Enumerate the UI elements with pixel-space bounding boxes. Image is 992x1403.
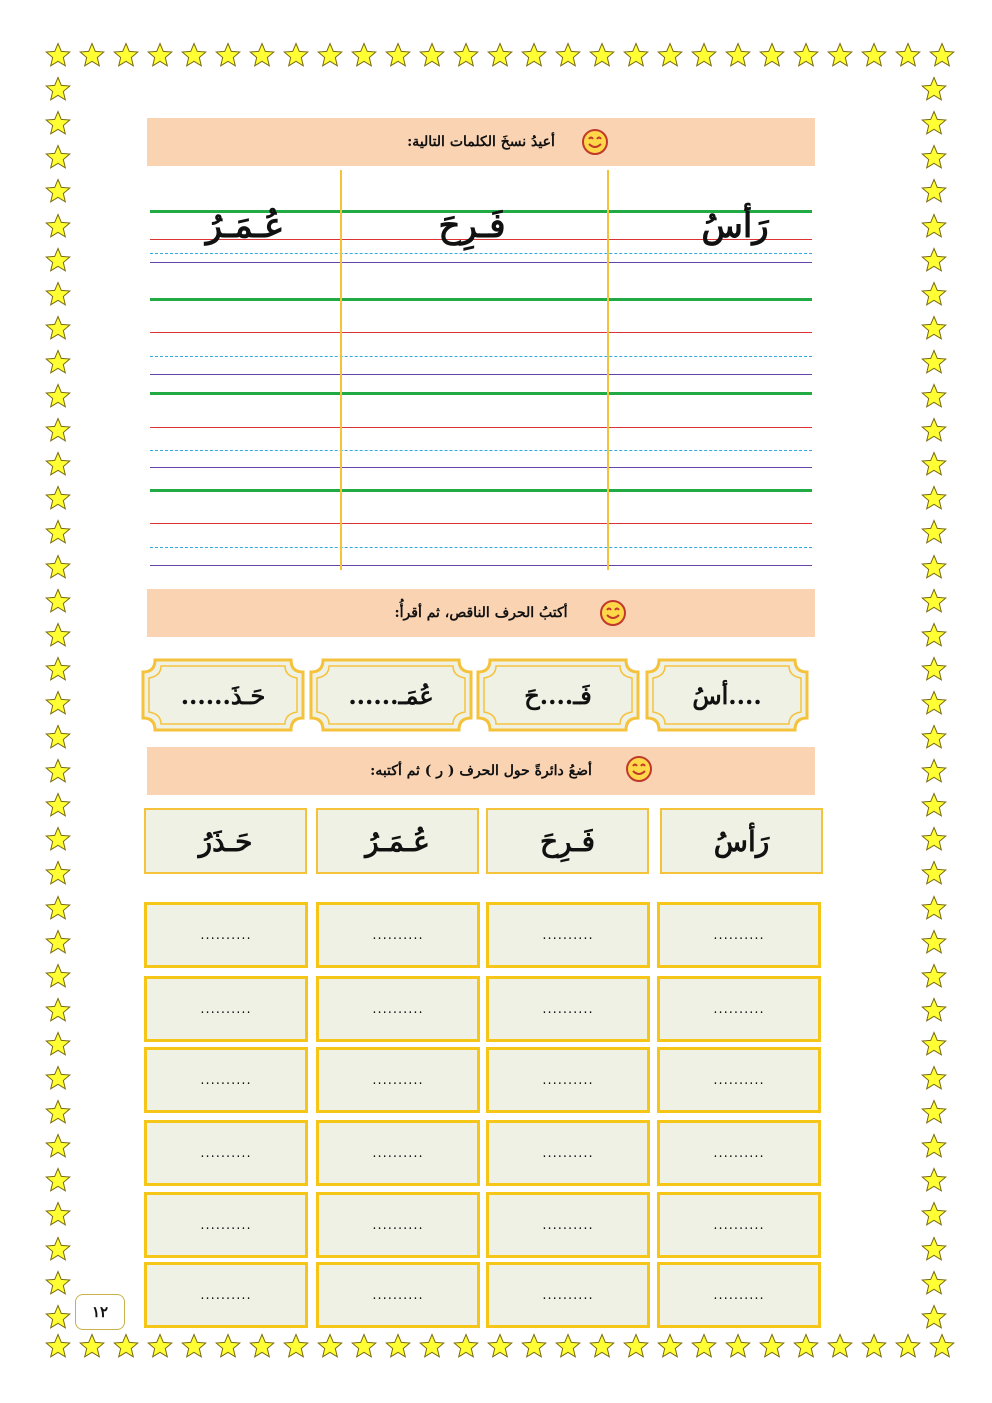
star-icon [793, 42, 819, 68]
star-icon [45, 417, 71, 443]
star-icon [921, 1065, 947, 1091]
star-icon [147, 42, 173, 68]
star-icon [921, 895, 947, 921]
guide-line [150, 565, 812, 566]
copy-word: فَـرِحَ [438, 206, 506, 246]
instruction-text: أعيدُ نسخَ الكلمات التالية: [407, 134, 555, 150]
star-icon [45, 110, 71, 136]
guide-line [150, 374, 812, 375]
star-icon [45, 451, 71, 477]
star-icon [921, 281, 947, 307]
missing-letter-card[interactable] [309, 658, 473, 732]
answer-cell[interactable]: .......... [144, 1262, 308, 1328]
answer-cell[interactable]: .......... [316, 1120, 480, 1186]
guide-line [150, 450, 812, 451]
star-icon [691, 1333, 717, 1359]
star-icon [45, 1304, 71, 1330]
star-icon [895, 42, 921, 68]
smiling-face-icon [599, 599, 627, 627]
star-icon [861, 42, 887, 68]
star-icon [921, 1031, 947, 1057]
star-icon [725, 1333, 751, 1359]
circle-word-box[interactable]: حَـذَرُ [144, 808, 307, 874]
missing-letter-card[interactable] [141, 658, 305, 732]
star-icon [589, 42, 615, 68]
star-icon [45, 826, 71, 852]
star-icon [45, 758, 71, 784]
star-icon [45, 144, 71, 170]
missing-letter-word: عُمَـ...... [348, 680, 434, 710]
star-icon [45, 963, 71, 989]
star-icon [921, 860, 947, 886]
guide-line [150, 392, 812, 395]
star-icon [921, 247, 947, 273]
guide-line [150, 356, 812, 357]
star-icon [921, 315, 947, 341]
star-icon [113, 1333, 139, 1359]
star-icon [487, 42, 513, 68]
star-icon [45, 1167, 71, 1193]
circle-word-box[interactable]: عُـمَـرُ [316, 808, 479, 874]
circle-word-box[interactable]: رَأسُ [660, 808, 823, 874]
star-icon [521, 1333, 547, 1359]
missing-letter-card[interactable] [645, 658, 809, 732]
answer-cell[interactable]: .......... [657, 976, 821, 1042]
guide-line [150, 253, 812, 254]
star-icon [45, 1133, 71, 1159]
star-icon [921, 178, 947, 204]
instruction-text: أضعُ دائرةً حول الحرف ( ر ) ثم أكتبه: [370, 763, 592, 779]
answer-cell[interactable]: .......... [144, 902, 308, 968]
star-icon [657, 42, 683, 68]
star-icon [283, 42, 309, 68]
star-icon [45, 349, 71, 375]
star-icon [921, 758, 947, 784]
star-icon [45, 929, 71, 955]
star-icon [181, 42, 207, 68]
star-icon [921, 1133, 947, 1159]
star-icon [555, 42, 581, 68]
star-icon [45, 656, 71, 682]
star-icon [759, 42, 785, 68]
star-icon [45, 997, 71, 1023]
answer-cell[interactable]: .......... [657, 1192, 821, 1258]
star-icon [623, 1333, 649, 1359]
star-icon [921, 383, 947, 409]
star-icon [45, 554, 71, 580]
star-icon [725, 42, 751, 68]
star-icon [79, 1333, 105, 1359]
star-icon [45, 724, 71, 750]
star-icon [921, 929, 947, 955]
star-icon [45, 76, 71, 102]
star-icon [921, 485, 947, 511]
star-icon [691, 42, 717, 68]
star-icon [861, 1333, 887, 1359]
star-icon [921, 1304, 947, 1330]
star-icon [45, 178, 71, 204]
instruction-banner-copy [147, 118, 815, 166]
star-icon [453, 42, 479, 68]
star-icon [45, 860, 71, 886]
star-icon [921, 997, 947, 1023]
guide-line [150, 332, 812, 333]
star-icon [921, 1099, 947, 1125]
star-icon [921, 144, 947, 170]
star-icon [385, 42, 411, 68]
answer-cell[interactable]: .......... [144, 1047, 308, 1113]
smiling-face-icon [625, 755, 653, 783]
guide-line [150, 523, 812, 524]
star-icon [921, 724, 947, 750]
guide-line [150, 427, 812, 428]
star-icon [921, 656, 947, 682]
star-icon [921, 110, 947, 136]
answer-cell[interactable]: .......... [486, 902, 650, 968]
star-icon [921, 1270, 947, 1296]
star-icon [45, 1270, 71, 1296]
answer-cell[interactable]: .......... [144, 1120, 308, 1186]
missing-letter-word: حَـذَ...... [180, 680, 266, 710]
copy-word: رَأسُ [701, 206, 769, 246]
star-icon [921, 519, 947, 545]
missing-letter-word: فَـ....حَ [524, 680, 592, 710]
star-icon [921, 417, 947, 443]
circle-word-box[interactable]: فَـرِحَ [486, 808, 649, 874]
star-icon [921, 1236, 947, 1262]
star-icon [419, 42, 445, 68]
star-icon [45, 383, 71, 409]
star-icon [921, 349, 947, 375]
star-icon [921, 554, 947, 580]
star-icon [921, 1167, 947, 1193]
answer-cell[interactable]: .......... [316, 1262, 480, 1328]
guide-line [150, 298, 812, 301]
star-icon [45, 588, 71, 614]
star-icon [215, 1333, 241, 1359]
answer-cell[interactable]: .......... [657, 1120, 821, 1186]
star-icon [45, 1201, 71, 1227]
star-icon [921, 792, 947, 818]
answer-cell[interactable]: .......... [316, 1047, 480, 1113]
star-icon [929, 1333, 955, 1359]
answer-cell[interactable]: .......... [144, 1192, 308, 1258]
star-icon [453, 1333, 479, 1359]
guide-line [150, 262, 812, 263]
star-icon [827, 42, 853, 68]
instruction-text: أكتبُ الحرف الناقص، ثم أقرأُ: [394, 605, 568, 621]
star-icon [419, 1333, 445, 1359]
star-icon [45, 1099, 71, 1125]
instruction-banner-circle [147, 747, 815, 795]
star-icon [45, 1236, 71, 1262]
star-icon [283, 1333, 309, 1359]
star-icon [921, 213, 947, 239]
answer-cell[interactable]: .......... [486, 1262, 650, 1328]
star-icon [45, 1031, 71, 1057]
star-icon [317, 1333, 343, 1359]
column-divider [607, 170, 609, 570]
missing-letter-word: ....أسُ [692, 680, 762, 710]
answer-cell[interactable]: .......... [316, 1192, 480, 1258]
answer-cell[interactable]: .......... [657, 1047, 821, 1113]
star-icon [521, 42, 547, 68]
smiling-face-icon [581, 128, 609, 156]
star-icon [113, 42, 139, 68]
copy-word: عُـمَـرُ [205, 206, 285, 246]
star-icon [921, 690, 947, 716]
star-icon [45, 792, 71, 818]
guide-line [150, 547, 812, 548]
star-icon [45, 247, 71, 273]
star-icon [921, 76, 947, 102]
star-icon [147, 1333, 173, 1359]
star-icon [929, 42, 955, 68]
star-icon [921, 1201, 947, 1227]
star-icon [215, 42, 241, 68]
star-icon [759, 1333, 785, 1359]
star-icon [895, 1333, 921, 1359]
star-icon [45, 281, 71, 307]
answer-cell[interactable]: .......... [486, 1192, 650, 1258]
star-icon [487, 1333, 513, 1359]
star-icon [45, 895, 71, 921]
star-icon [45, 315, 71, 341]
missing-letter-card[interactable] [476, 658, 640, 732]
star-icon [921, 451, 947, 477]
star-icon [79, 42, 105, 68]
star-icon [351, 1333, 377, 1359]
answer-cell[interactable]: .......... [486, 976, 650, 1042]
star-icon [921, 963, 947, 989]
star-icon [45, 1333, 71, 1359]
star-icon [317, 42, 343, 68]
star-icon [249, 42, 275, 68]
guide-line [150, 467, 812, 468]
star-icon [793, 1333, 819, 1359]
star-icon [45, 42, 71, 68]
star-icon [45, 485, 71, 511]
answer-cell[interactable]: .......... [486, 1120, 650, 1186]
star-icon [45, 519, 71, 545]
answer-cell[interactable]: .......... [144, 976, 308, 1042]
star-icon [921, 826, 947, 852]
star-icon [45, 213, 71, 239]
star-icon [45, 622, 71, 648]
answer-cell[interactable]: .......... [316, 976, 480, 1042]
answer-cell[interactable]: .......... [657, 1262, 821, 1328]
star-icon [351, 42, 377, 68]
star-icon [45, 690, 71, 716]
star-icon [555, 1333, 581, 1359]
star-icon [921, 588, 947, 614]
page-number: ١٢ [75, 1294, 125, 1330]
star-icon [249, 1333, 275, 1359]
star-icon [589, 1333, 615, 1359]
star-icon [45, 1065, 71, 1091]
star-icon [181, 1333, 207, 1359]
answer-cell[interactable]: .......... [316, 902, 480, 968]
handwriting-lines [150, 170, 812, 570]
star-icon [657, 1333, 683, 1359]
answer-cell[interactable]: .......... [486, 1047, 650, 1113]
answer-cell[interactable]: .......... [657, 902, 821, 968]
guide-line [150, 489, 812, 492]
star-icon [827, 1333, 853, 1359]
star-icon [385, 1333, 411, 1359]
star-icon [921, 622, 947, 648]
instruction-banner-missing [147, 589, 815, 637]
star-icon [623, 42, 649, 68]
